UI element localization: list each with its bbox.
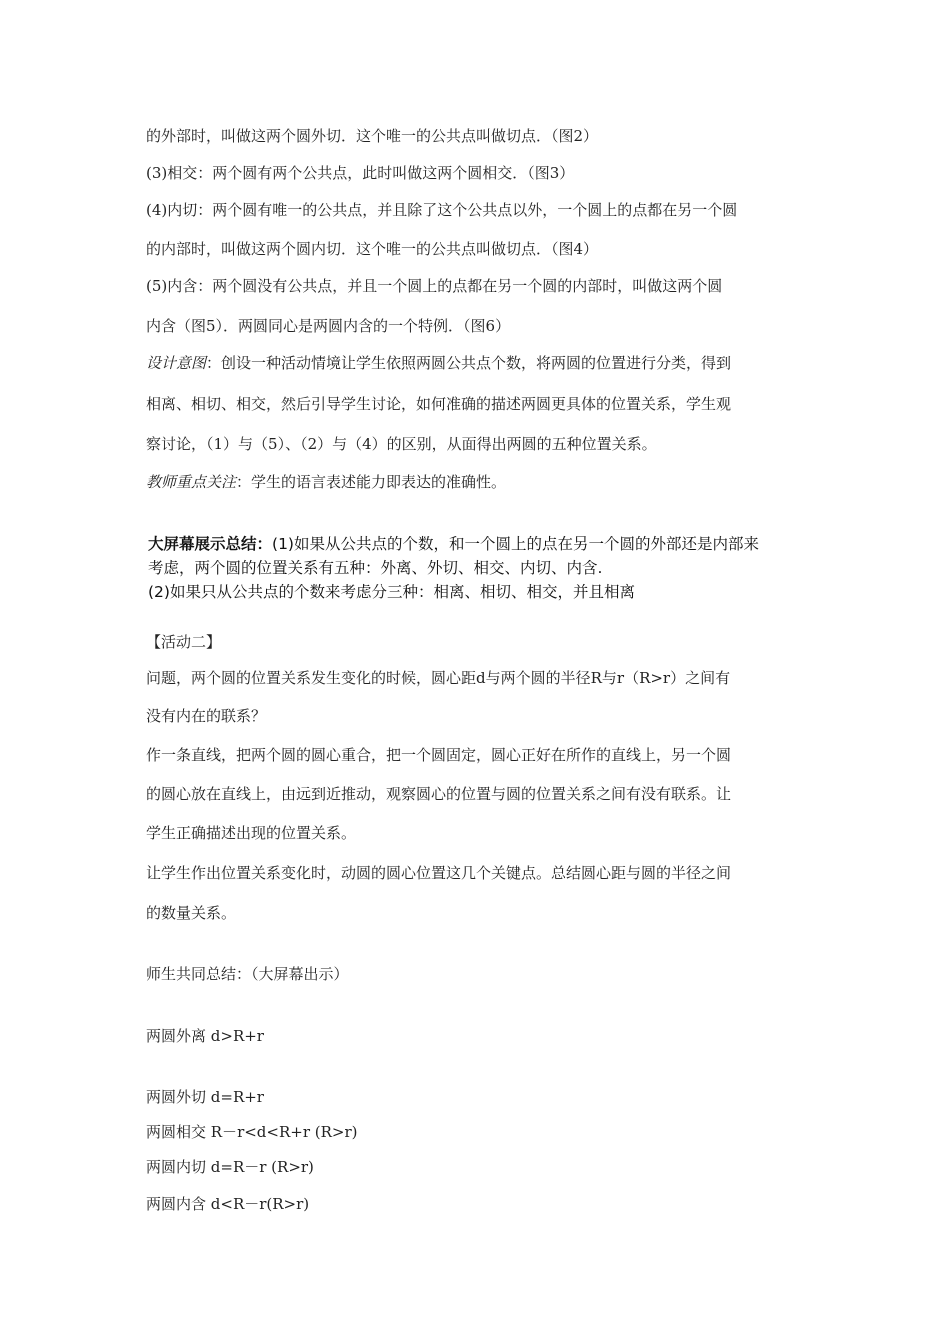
paragraph-line: 师生共同总结：（大屏幕出示） xyxy=(146,965,349,983)
paragraph-line: 的圆心放在直线上，由远到近推动，观察圆心的位置与圆的位置关系之间有没有联系。让 xyxy=(146,785,732,803)
paragraph-line: 让学生作出位置关系变化时，动圆的圆心位置这几个关键点。总结圆心距与圆的半径之间 xyxy=(146,864,732,882)
paragraph-line: 学生正确描述出现的位置关系。 xyxy=(146,824,357,842)
teacher-focus-text: ：学生的语言表述能力即表达的准确性。 xyxy=(236,473,507,491)
paragraph-line: 相离、相切、相交，然后引导学生讨论，如何准确的描述两圆更具体的位置关系，学生观 xyxy=(146,395,732,413)
paragraph-line: 作一条直线，把两个圆的圆心重合，把一个圆固定，圆心正好在所作的直线上，另一个圆 xyxy=(146,746,732,764)
summary-line-2: 考虑，两个圆的位置关系有五种：外离、外切、相交、内切、内含. xyxy=(148,559,603,577)
relation-item: 两圆内含 d<R－r(R>r) xyxy=(146,1195,310,1213)
summary-line-1: 大屏幕展示总结：(1)如果从公共点的个数，和一个圆上的点在另一个圆的外部还是内部来 xyxy=(148,535,759,553)
paragraph-line: (5)内含：两个圆没有公共点，并且一个圆上的点都在另一个圆的内部时，叫做这两个圆 xyxy=(146,277,723,295)
paragraph-line: 的内部时，叫做这两个圆内切．这个唯一的公共点叫做切点．（图4） xyxy=(146,240,599,258)
design-intent-line xyxy=(146,353,731,373)
paragraph-line: 察讨论，（1）与（5）、（2）与（4）的区别，从面得出两圆的五种位置关系。 xyxy=(146,435,657,453)
relation-item: 两圆外离 d>R+r xyxy=(146,1027,264,1045)
relation-item: 两圆外切 d=R+r xyxy=(146,1088,264,1106)
teacher-focus-label: 教师重点关注 xyxy=(146,473,237,491)
summary-label: 大屏幕展示总结： xyxy=(148,535,273,553)
paragraph-line: 问题，两个圆的位置关系发生变化的时候，圆心距d与两个圆的半径R与r（R>r）之间有 xyxy=(146,669,731,687)
design-intent-text: ：创设一种活动情境让学生依照两圆公共点个数，将两圆的位置进行分类，得到 xyxy=(206,354,732,372)
paragraph-line: 内含（图5）．两圆同心是两圆内含的一个特例．（图6） xyxy=(146,317,511,335)
paragraph-line: 的外部时，叫做这两个圆外切．这个唯一的公共点叫做切点．（图2） xyxy=(146,127,599,145)
paragraph-line: 没有内在的联系？ xyxy=(146,707,267,725)
paragraph-line: (3)相交：两个圆有两个公共点，此时叫做这两个圆相交．（图3） xyxy=(146,164,575,182)
paragraph-line: 的数量关系。 xyxy=(146,904,237,922)
teacher-focus-line xyxy=(146,472,506,492)
relation-item: 两圆内切 d=R－r (R>r) xyxy=(146,1158,314,1176)
relation-item: 两圆相交 R－r<d<R+r (R>r) xyxy=(146,1123,358,1141)
summary-line-3: (2)如果只从公共点的个数来考虑分三种：相离、相切、相交，并且相离 xyxy=(148,583,635,601)
paragraph-line: (4)内切：两个圆有唯一的公共点，并且除了这个公共点以外，一个圆上的点都在另一个圆 xyxy=(146,201,738,219)
design-intent-label: 设计意图 xyxy=(146,354,207,372)
activity-heading: 【活动二】 xyxy=(146,633,222,651)
